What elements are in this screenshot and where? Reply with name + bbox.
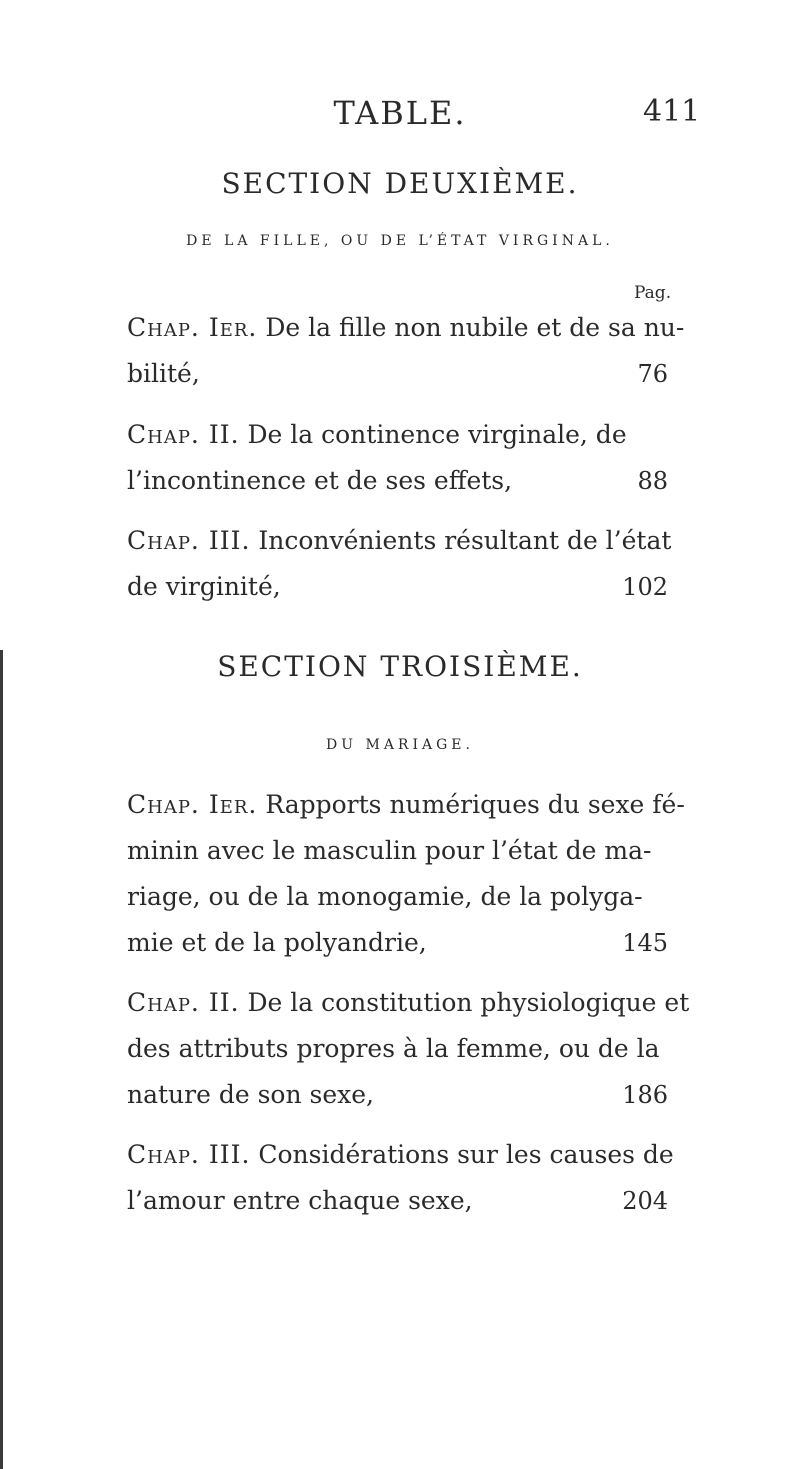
entry-line: Inconvénients résultant de l’état bbox=[258, 526, 672, 555]
toc-entry[interactable] bbox=[127, 305, 685, 397]
entry-line: des attributs propres à la femme, ou de la bbox=[127, 1034, 660, 1063]
entry-line: riage, ou de la monogamie, de la polyga- bbox=[127, 882, 643, 911]
section-subtitle: DE LA FILLE, OU DE L’ÉTAT VIRGINAL. bbox=[186, 233, 614, 249]
page-edge-shadow bbox=[0, 650, 3, 1469]
entry-page-number: 186 bbox=[622, 1081, 668, 1109]
entry-line: l’incontinence et de ses effets, bbox=[127, 466, 513, 495]
entry-line: nature de son sexe, bbox=[127, 1080, 374, 1109]
entry-page-number: 145 bbox=[622, 929, 668, 957]
section-title: SECTION DEUXIÈME. bbox=[221, 167, 579, 200]
chapter-label: Chap. III. bbox=[127, 526, 251, 555]
toc-entry[interactable] bbox=[127, 1132, 674, 1224]
entry-line: minin avec le masculin pour l’état de ma- bbox=[127, 836, 652, 865]
entry-line: Considérations sur les causes de bbox=[258, 1140, 674, 1169]
toc-entry[interactable] bbox=[127, 518, 672, 610]
entry-line: De la constitution physiologique et bbox=[247, 988, 690, 1017]
entry-line: De la fille non nubile et de sa nu- bbox=[265, 313, 685, 342]
chapter-label: Chap. Ier. bbox=[127, 313, 258, 342]
entry-page-number: 102 bbox=[622, 573, 668, 601]
entry-line: mie et de la polyandrie, bbox=[127, 928, 427, 957]
entry-page-number: 88 bbox=[637, 467, 668, 495]
section-title: SECTION TROISIÈME. bbox=[217, 650, 583, 683]
chapter-label: Chap. III. bbox=[127, 1140, 251, 1169]
section-subtitle: DU MARIAGE. bbox=[326, 737, 474, 753]
entry-line: Rapports numériques du sexe fé- bbox=[265, 790, 685, 819]
toc-entry[interactable] bbox=[127, 412, 668, 504]
running-title: TABLE. bbox=[333, 94, 467, 132]
entry-line: De la continence virginale, de bbox=[247, 420, 627, 449]
chapter-label: Chap. II. bbox=[127, 420, 240, 449]
running-header bbox=[0, 94, 800, 134]
toc-entry[interactable] bbox=[127, 980, 690, 1118]
chapter-label: Chap. Ier. bbox=[127, 790, 258, 819]
entry-line: de virginité, bbox=[127, 572, 281, 601]
entry-line: bilité, bbox=[127, 359, 200, 388]
entry-page-number: 76 bbox=[637, 360, 668, 388]
toc-entry[interactable] bbox=[127, 782, 685, 966]
entry-page-number: 204 bbox=[622, 1187, 668, 1215]
page-column-label: Pag. bbox=[634, 283, 672, 303]
page-number: 411 bbox=[643, 94, 701, 129]
entry-line: l’amour entre chaque sexe, bbox=[127, 1186, 473, 1215]
chapter-label: Chap. II. bbox=[127, 988, 240, 1017]
